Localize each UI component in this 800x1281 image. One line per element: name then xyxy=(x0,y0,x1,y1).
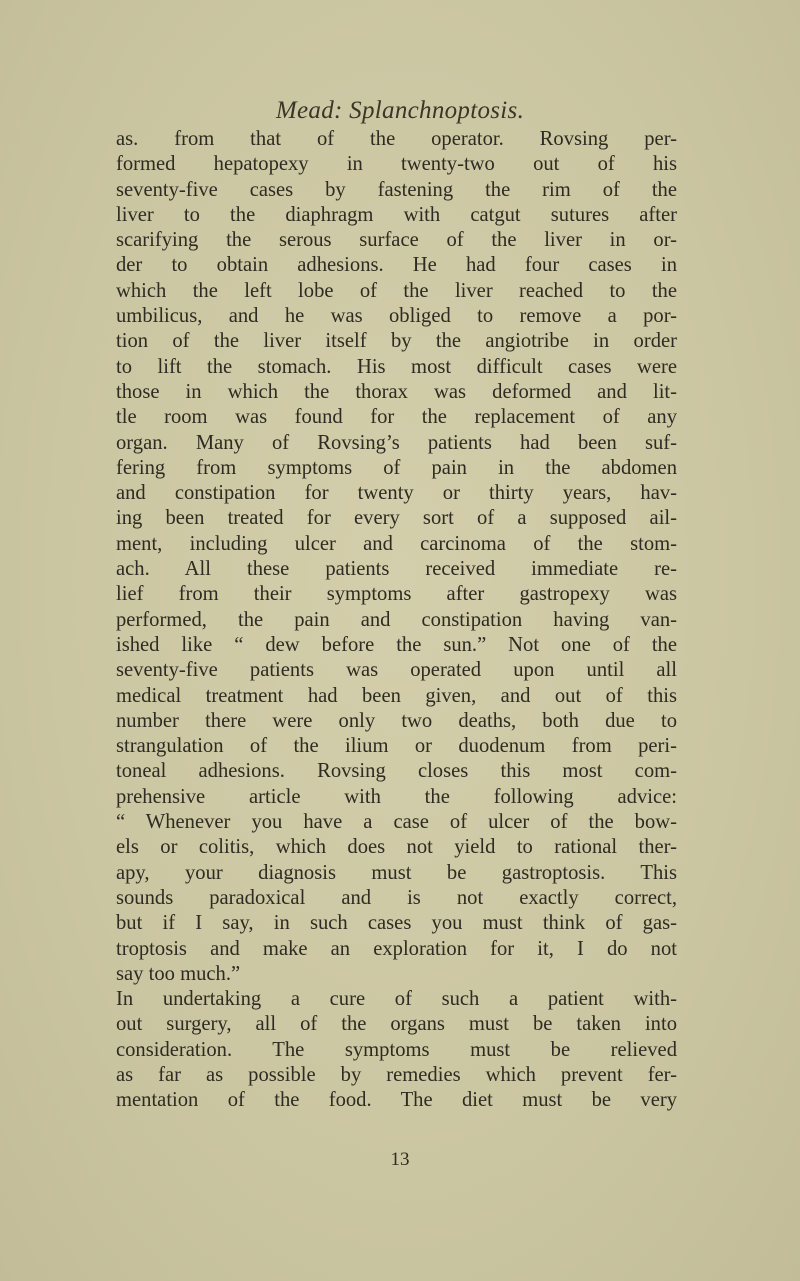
text-line: sounds paradoxical and is not exactly correct, xyxy=(116,886,677,909)
paragraph-2 xyxy=(116,987,677,1113)
text-line: organ. Many of Rovsing’s patients had been suf- xyxy=(116,431,677,454)
text-line: toneal adhesions. Rovsing closes this most com- xyxy=(116,760,677,783)
text-line: out surgery, all of the organs must be taken into xyxy=(116,1013,677,1036)
text-line: say too much.” xyxy=(116,962,241,985)
text-line: lief from their symptoms after gastropexy was xyxy=(116,583,677,606)
text-line: those in which the thorax was deformed and lit- xyxy=(116,380,677,403)
text-line: ing been treated for every sort of a supposed ail- xyxy=(116,507,677,530)
text-line: and constipation for twenty or thirty years, hav- xyxy=(116,482,677,505)
text-line: which the left lobe of the liver reached to the xyxy=(116,279,677,302)
text-line: seventy-five cases by fastening the rim of the xyxy=(116,178,677,201)
text-line: “ Whenever you have a case of ulcer of the bow- xyxy=(116,811,677,834)
page-number: 13 xyxy=(390,1149,410,1170)
text-line: els or colitis, which does not yield to rational ther- xyxy=(116,836,677,859)
text-line: ished like “ dew before the sun.” Not one of the xyxy=(116,633,677,656)
text-line: prehensive article with the following advice: xyxy=(116,785,677,808)
text-line: tion of the liver itself by the angiotribe in order xyxy=(116,330,677,353)
text-line: ach. All these patients received immediate re- xyxy=(116,558,677,581)
paragraph-1 xyxy=(116,127,677,987)
text-line: strangulation of the ilium or duodenum from peri- xyxy=(116,735,677,758)
text-line: number there were only two deaths, both due to xyxy=(116,709,677,732)
text-line: scarifying the serous surface of the liver in or- xyxy=(116,229,677,252)
running-head: Mead: Splanchnoptosis. xyxy=(275,97,525,124)
text-line: as far as possible by remedies which prevent fer- xyxy=(116,1063,677,1086)
text-line: ment, including ulcer and carcinoma of the stom- xyxy=(116,532,677,555)
text-line: formed hepatopexy in twenty-two out of his xyxy=(116,153,677,176)
text-line: umbilicus, and he was obliged to remove a por- xyxy=(116,305,677,328)
text-line: as. from that of the operator. Rovsing per- xyxy=(116,128,677,150)
text-line: to lift the stomach. His most difficult cases were xyxy=(116,355,677,378)
text-line: seventy-five patients was operated upon until all xyxy=(116,659,677,682)
text-line: consideration. The symptoms must be relieved xyxy=(116,1038,677,1061)
text-line: but if I say, in such cases you must think of gas- xyxy=(116,912,677,935)
body-text xyxy=(116,127,677,1114)
text-line: In undertaking a cure of such a patient with- xyxy=(116,988,677,1011)
text-line: medical treatment had been given, and out of this xyxy=(116,684,677,707)
text-line: der to obtain adhesions. He had four cases in xyxy=(116,254,677,277)
text-line: troptosis and make an exploration for it, I do not xyxy=(116,937,677,960)
text-line: performed, the pain and constipation having van- xyxy=(116,608,677,631)
text-line: fering from symptoms of pain in the abdomen xyxy=(116,456,677,479)
text-line: liver to the diaphragm with catgut sutures after xyxy=(116,203,677,226)
text-line: mentation of the food. The diet must be very xyxy=(116,1089,677,1112)
text-line: tle room was found for the replacement of any xyxy=(116,406,677,429)
text-line: apy, your diagnosis must be gastroptosis. This xyxy=(116,861,677,884)
